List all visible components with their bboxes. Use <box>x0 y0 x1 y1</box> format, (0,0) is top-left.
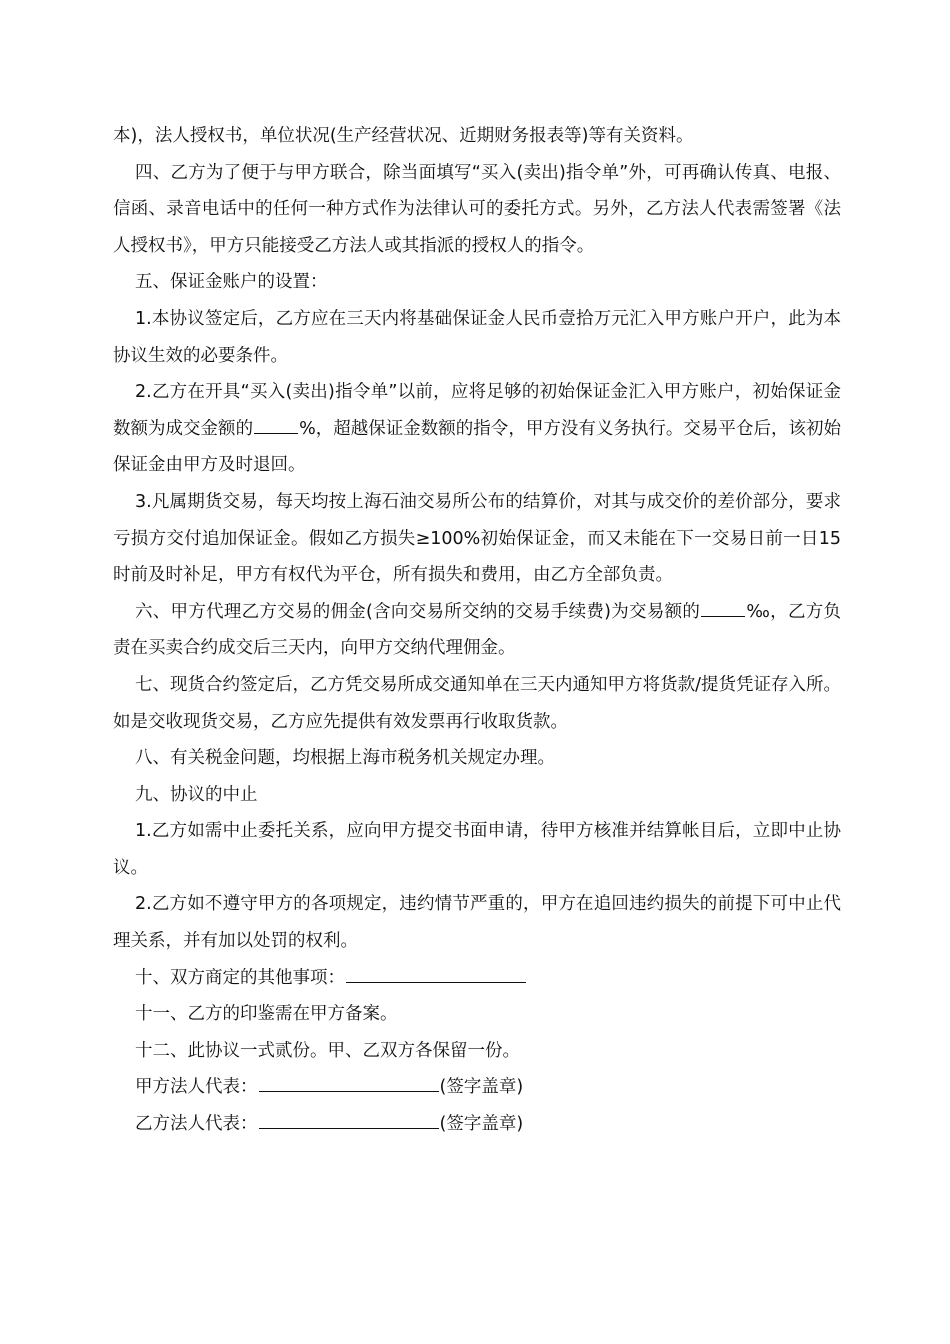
document-body <box>113 118 841 1143</box>
paragraph-clause-6 <box>113 594 841 667</box>
paragraph-text: 1.本协议签定后，乙方应在三天内将基础保证金人民币壹拾万元汇入甲方账户开户，此为本协议生效的必要条件。 <box>113 308 841 366</box>
fill-in-blank-line <box>259 1110 439 1129</box>
paragraph-text: 本)，法人授权书，单位状况(生产经营状况、近期财务报表等)等有关资料。 <box>113 126 694 146</box>
paragraph-clause-12 <box>113 1033 841 1070</box>
paragraph-clause-4 <box>113 155 841 265</box>
paragraph-clause-10 <box>113 960 841 997</box>
fill-in-blank-line <box>259 1073 439 1092</box>
paragraph-text: 2.乙方在开具“买入(卖出)指令单”以前，应将足够的初始保证金汇入甲方账户，初始保证金数额为成交金额的 <box>113 382 841 439</box>
paragraph-text: 九、协议的中止 <box>135 784 258 805</box>
fill-in-blank-line <box>701 598 745 617</box>
paragraph-text: (签字盖章) <box>439 1114 524 1135</box>
fill-in-blank-line <box>346 964 526 983</box>
paragraph-text: 十、双方商定的其他事项： <box>135 967 345 988</box>
paragraph-sign-a <box>113 1069 841 1106</box>
paragraph-sign-b <box>113 1106 841 1143</box>
paragraph-text: 2.乙方如不遵守甲方的各项规定，违约情节严重的，甲方在追回违约损失的前提下可中止代理关系，并有加以处罚的权利。 <box>113 894 841 952</box>
paragraph-text: 六、甲方代理乙方交易的佣金(含向交易所交纳的交易手续费)为交易额的 <box>135 601 701 622</box>
paragraph-text: 五、保证金账户的设置： <box>135 272 328 293</box>
paragraph-clause-8 <box>113 740 841 777</box>
paragraph-text: 四、乙方为了便于与甲方联合，除当面填写“买入(卖出)指令单”外，可再确认传真、电报、信函、录音电话中的任何一种方式作为法律认可的委托方式。另外，乙方法人代表需签署《法人授权书》，甲方只能接受乙方法人或其指派的授权人的指令。 <box>113 162 841 256</box>
paragraph-continuation <box>113 118 841 155</box>
paragraph-clause-11 <box>113 996 841 1033</box>
fill-in-blank-line <box>254 415 298 434</box>
paragraph-clause-7 <box>113 667 841 740</box>
paragraph-clause-5-2 <box>113 374 841 484</box>
paragraph-text: %，超越保证金数额的指令，甲方没有义务执行。交易平仓后，该初始保证金由甲方及时退回。 <box>113 418 841 476</box>
paragraph-text: 乙方法人代表： <box>135 1114 258 1135</box>
paragraph-clause-5-3 <box>113 484 841 594</box>
paragraph-text: ‰，乙方负责在买卖合约成交后三天内，向甲方交纳代理佣金。 <box>113 601 842 659</box>
paragraph-text: 十二、此协议一式贰份。甲、乙双方各保留一份。 <box>135 1040 520 1061</box>
paragraph-clause-5-1 <box>113 301 841 374</box>
paragraph-clause-9-2 <box>113 886 841 959</box>
paragraph-clause-9 <box>113 777 841 814</box>
paragraph-clause-5 <box>113 264 841 301</box>
paragraph-text: 1.乙方如需中止委托关系，应向甲方提交书面申请，待甲方核准并结算帐目后，立即中止协议。 <box>113 821 841 878</box>
paragraph-text: 七、现货合约签定后，乙方凭交易所成交通知单在三天内通知甲方将货款/提货凭证存入所。如是交收现货交易，乙方应先提供有效发票再行收取货款。 <box>113 674 841 732</box>
paragraph-clause-9-1 <box>113 813 841 886</box>
paragraph-text: 甲方法人代表： <box>135 1077 258 1098</box>
paragraph-text: 十一、乙方的印鉴需在甲方备案。 <box>135 1004 398 1025</box>
paragraph-text: 3.凡属期货交易，每天均按上海石油交易所公布的结算价，对其与成交价的差价部分，要求亏损方交付追加保证金。假如乙方损失≥100%初始保证金，而又未能在下一交易日前一日15时前及时补足，甲方有权代为平仓，所有损失和费用，由乙方全部负责。 <box>113 491 841 586</box>
paragraph-text: 八、有关税金问题，均根据上海市税务机关规定办理。 <box>135 748 555 769</box>
paragraph-text: (签字盖章) <box>439 1077 524 1098</box>
